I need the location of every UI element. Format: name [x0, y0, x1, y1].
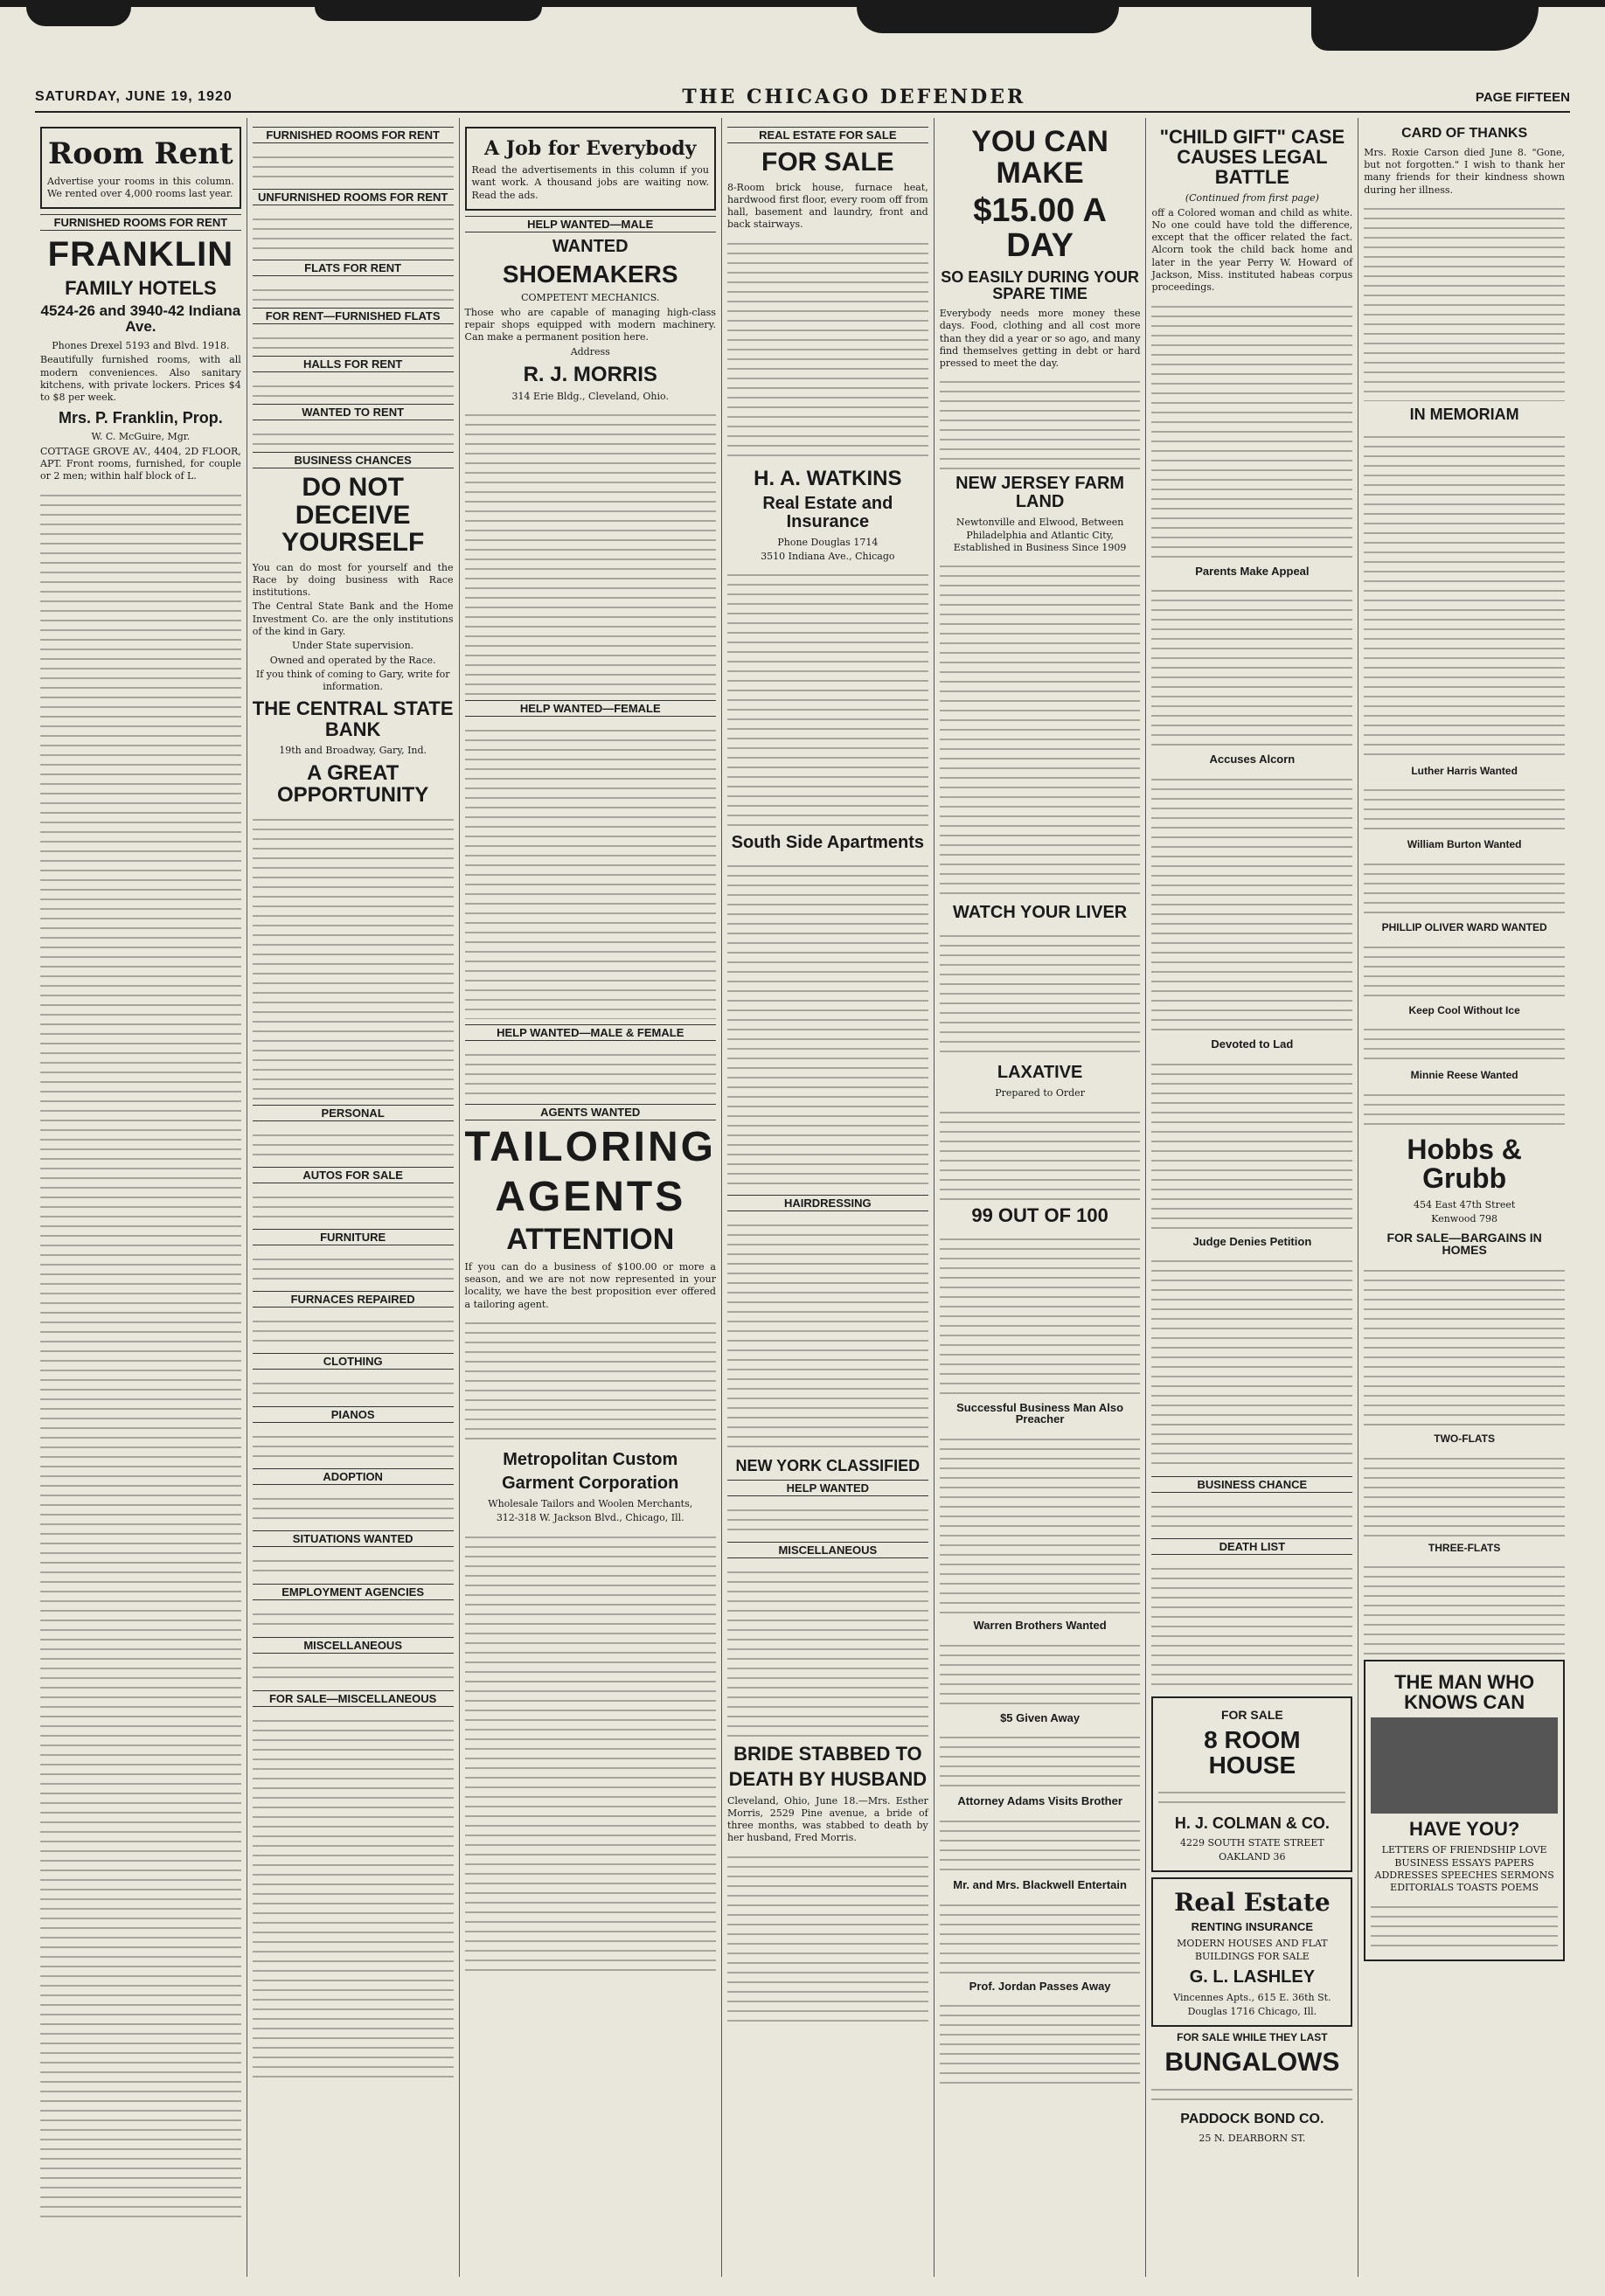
section-heading: WANTED TO RENT — [253, 404, 454, 420]
listing-block — [253, 1428, 454, 1463]
listing-block — [1151, 1498, 1352, 1533]
listing-block — [253, 1375, 454, 1401]
column-room-rent — [35, 118, 247, 2277]
section-heading: HELP WANTED—FEMALE — [465, 700, 716, 717]
article-block — [1151, 771, 1352, 1033]
article-subhead: William Burton Wanted — [1407, 838, 1522, 851]
child-gift-text: off a Colored woman and child as white. No one could have told the difference, except that the officer related the fact. Alcorn took the child back home and later in the year Perry W. Howard of Jackson, Miss. instituted habeas corpus proceedings. — [1151, 206, 1353, 294]
listing-block — [1151, 2081, 1352, 2107]
section-heading: ADOPTION — [253, 1468, 454, 1485]
hotel-name: FRANKLIN — [47, 235, 234, 274]
article-subhead: Prof. Jordan Passes Away — [969, 1979, 1111, 1993]
section-heading: DEATH LIST — [1151, 1538, 1352, 1555]
farm-land-headline: NEW JERSEY FARM LAND — [955, 474, 1125, 512]
article-subhead: $5 Given Away — [1000, 1710, 1080, 1724]
tailoring-headline: TAILORING — [464, 1124, 716, 1171]
eight-room-house: 8 ROOM HOUSE — [1204, 1725, 1301, 1779]
column-notices — [1358, 118, 1570, 2277]
section-heading: FOR RENT—FURNISHED FLATS — [253, 308, 454, 324]
liver-headline: WATCH YOUR LIVER — [952, 903, 1128, 923]
columns — [35, 118, 1570, 2277]
jobs-box — [465, 127, 716, 211]
colman-address: 4229 SOUTH STATE STREET — [1179, 1836, 1324, 1849]
apartments-headline: South Side Apartments — [731, 833, 925, 853]
shoemakers-sub: COMPETENT MECHANICS. — [521, 292, 660, 304]
make-money-headline: YOU CAN MAKE — [971, 125, 1108, 190]
article-block — [940, 927, 1141, 1058]
article-block — [940, 373, 1141, 469]
listing-block — [727, 566, 928, 829]
column-rentals — [247, 118, 459, 2277]
article-block — [1151, 582, 1352, 748]
section-heading: REAL ESTATE FOR SALE — [727, 127, 928, 143]
listing-block — [253, 1490, 454, 1525]
for-sale-label: FOR SALE — [1220, 1708, 1283, 1723]
section-heading: FLATS FOR RENT — [253, 260, 454, 276]
farm-land-sub: Newtonville and Elwood, Between Philadelphia and Atlantic City, Established in Business Since 1909 — [953, 517, 1127, 554]
section-heading: AGENTS WANTED — [465, 1104, 716, 1120]
listing-block — [727, 1564, 928, 1738]
hotel-prop: Mrs. P. Franklin, Prop. — [59, 408, 223, 427]
listing-block — [253, 1189, 454, 1224]
colman-phone: OAKLAND 36 — [1219, 1850, 1286, 1862]
section-heading: HALLS FOR RENT — [253, 356, 454, 372]
lashley-address: Vincennes Apts., 615 E. 36th St. — [1173, 1991, 1331, 2003]
article-subhead: Minnie Reese Wanted — [1410, 1069, 1518, 1082]
article-block — [940, 1637, 1141, 1707]
listing-block — [253, 1659, 454, 1685]
ink-stain — [26, 7, 131, 26]
listing-block — [1158, 1784, 1345, 1810]
in-memoriam-headline: IN MEMORIAM — [1409, 405, 1519, 423]
article-block — [1364, 428, 1565, 760]
firm-address: 314 Erie Bldg., Cleveland, Ohio. — [511, 391, 669, 403]
lashley-phone: Douglas 1716 Chicago, Ill. — [1187, 2006, 1317, 2018]
for-sale-headline: FOR SALE — [761, 148, 894, 177]
card-of-thanks-headline: CARD OF THANKS — [1401, 126, 1528, 141]
metro-address: 312-318 W. Jackson Blvd., Chicago, Ill. — [496, 1512, 684, 1524]
section-heading: BUSINESS CHANCE — [1151, 1476, 1352, 1493]
bride-headline-1: BRIDE STABBED TO — [733, 1743, 922, 1765]
paper-title: THE CHICAGO DEFENDER — [682, 86, 1026, 108]
continued-note: (Continued from first page) — [1185, 192, 1319, 205]
listing-block — [465, 1529, 716, 1974]
hotel-text: Beautifully furnished rooms, with all modern conveniences. Also sanitary kitchens, with private lockers. Prices $4 to $8 per week. — [40, 354, 241, 404]
article-subhead: PHILLIP OLIVER WARD WANTED — [1381, 921, 1547, 934]
agent-business: Real Estate and Insurance — [762, 493, 893, 531]
section-heading: PIANOS — [253, 1406, 454, 1423]
section-heading: MISCELLANEOUS — [727, 1542, 928, 1558]
section-heading: FURNISHED ROOMS FOR RENT — [253, 127, 454, 143]
agent-address: 3510 Indiana Ave., Chicago — [761, 551, 895, 563]
torn-top-edge — [0, 0, 1605, 7]
masthead — [35, 83, 1570, 113]
section-heading: HELP WANTED—MALE & FEMALE — [465, 1024, 716, 1041]
article-block — [1364, 781, 1565, 834]
bank-text: Under State supervision. — [292, 640, 414, 652]
real-estate-title: Real Estate — [1174, 1888, 1331, 1918]
listing-block — [1364, 1262, 1565, 1428]
bank-text: The Central State Bank and the Home Investment Co. are the only institutions of the kind in Gary. — [252, 600, 454, 637]
make-money-text: Everybody needs more money these days. Food, clothing and all cost more than they did a year or so ago, and many find themselves getting in debt or hard pressed to meet the day. — [939, 307, 1141, 370]
bank-address: 19th and Broadway, Gary, Ind. — [279, 744, 427, 756]
make-money-amount: $15.00 A DAY — [973, 192, 1108, 265]
article-subhead: Attorney Adams Visits Brother — [957, 1794, 1122, 1808]
listing-block — [465, 722, 716, 1019]
bank-name: THE CENTRAL STATE BANK — [252, 697, 454, 740]
listing-block — [253, 811, 454, 1099]
listing-block — [253, 281, 454, 302]
address-label: Address — [570, 345, 610, 357]
for-sale-box — [1151, 1696, 1352, 1872]
hotel-sub: FAMILY HOTELS — [65, 277, 217, 300]
out-of-headline: 99 OUT OF 100 — [971, 1203, 1108, 1226]
article-block — [940, 1431, 1141, 1614]
new-york-headline: NEW YORK CLASSIFIED — [735, 1457, 921, 1475]
issue-date: SATURDAY, JUNE 19, 1920 — [35, 89, 233, 104]
paddock-address: 25 N. DEARBORN ST. — [1199, 2133, 1306, 2145]
article-block — [940, 558, 1141, 898]
article-block — [1364, 856, 1565, 917]
section-heading: BUSINESS CHANCES — [253, 452, 454, 468]
article-subhead: Successful Business Man Also Preacher — [956, 1400, 1124, 1426]
real-estate-box — [1151, 1877, 1352, 2027]
for-sale-text: 8-Room brick house, furnace heat, hardwood first floor, every room off from hall, basement and laundry, front and back stairways. — [726, 181, 928, 231]
bank-text: You can do most for yourself and the Race by doing business with Race institutions. — [252, 561, 454, 599]
make-money-sub: SO EASILY DURING YOUR SPARE TIME — [941, 268, 1139, 303]
listing-block — [727, 857, 928, 1190]
section-heading: CLOTHING — [253, 1353, 454, 1370]
article-subhead: Keep Cool Without Ice — [1408, 1003, 1520, 1016]
bungalows-headline: BUNGALOWS — [1164, 2047, 1340, 2077]
page-label: PAGE FIFTEEN — [1475, 89, 1570, 105]
column-help-wanted — [459, 118, 721, 2277]
hobbs-grubb-name: Hobbs & Grubb — [1407, 1133, 1522, 1195]
column-real-estate — [721, 118, 934, 2277]
shoemakers-headline: SHOEMAKERS — [502, 260, 678, 288]
ink-stain — [1311, 7, 1539, 51]
bank-text: If you think of coming to Gary, write for information. — [255, 668, 450, 693]
listing-block — [253, 211, 454, 254]
room-rent-box — [40, 127, 241, 209]
hobbs-grubb-address: 454 East 47th Street — [1413, 1199, 1516, 1211]
attention-headline: ATTENTION — [506, 1223, 675, 1257]
article-block — [727, 1849, 928, 2023]
article-block — [940, 1897, 1141, 1975]
child-gift-headline: "CHILD GIFT" CASE CAUSES LEGAL BATTLE — [1159, 126, 1345, 189]
listing-block — [253, 1606, 454, 1632]
man-who-knows-headline: THE MAN WHO KNOWS CAN — [1394, 1671, 1535, 1714]
portrait-image — [1371, 1717, 1558, 1814]
listing-block — [1371, 1898, 1558, 1951]
have-you-headline: HAVE YOU? — [1408, 1818, 1520, 1841]
metro-name-2: Garment Corporation — [502, 1474, 679, 1493]
ink-stain — [857, 7, 1119, 33]
man-who-knows-box — [1364, 1660, 1565, 1960]
listing-block — [253, 149, 454, 184]
section-heading: UNFURNISHED ROOMS FOR RENT — [253, 189, 454, 205]
bank-text: Owned and operated by the Race. — [269, 654, 436, 666]
article-block — [1151, 298, 1352, 560]
three-flats-label: THREE-FLATS — [1428, 1541, 1501, 1554]
section-heading: HAIRDRESSING — [727, 1195, 928, 1211]
listing-block — [465, 1314, 716, 1446]
real-estate-text: MODERN HOUSES AND FLAT BUILDINGS FOR SALE — [1177, 1938, 1328, 1962]
listing: COTTAGE GROVE AV., 4404, 2D FLOOR, APT. Front rooms, furnished, for couple or 2 men; within half block of L. — [40, 445, 241, 482]
bride-headline-2: DEATH BY HUSBAND — [728, 1768, 928, 1791]
listing-block — [727, 1502, 928, 1536]
article-block — [940, 1729, 1141, 1790]
ink-stain — [315, 7, 542, 21]
listing-block — [1364, 1450, 1565, 1537]
article-block — [940, 1104, 1141, 1200]
laxative-headline: LAXATIVE — [997, 1063, 1083, 1083]
listing-block — [253, 1127, 454, 1162]
writing-services-list: LETTERS OF FRIENDSHIP LOVE BUSINESS ESSAYS PAPERS ADDRESSES SPEECHES SERMONS EDITORIALS TOASTS POEMS — [1374, 1844, 1554, 1894]
colman-name: H. J. COLMAN & CO. — [1174, 1814, 1330, 1832]
listing-block — [727, 1217, 928, 1453]
listing-block — [253, 1251, 454, 1286]
tailoring-text: If you can do a business of $100.00 or more a season, and we are not now represented in your locality, we have the best proposition ever offered a tailoring agent. — [464, 1260, 716, 1310]
hotel-phone: Phones Drexel 5193 and Blvd. 1918. — [52, 340, 230, 352]
real-estate-sub: RENTING INSURANCE — [1191, 1919, 1314, 1933]
agents-headline: AGENTS — [495, 1173, 686, 1220]
section-heading: HELP WANTED—MALE — [465, 216, 716, 232]
section-heading: FURNACES REPAIRED — [253, 1291, 454, 1308]
column-child-gift — [1145, 118, 1358, 2277]
section-heading: SITUATIONS WANTED — [253, 1530, 454, 1547]
article-subhead: Devoted to Lad — [1211, 1037, 1294, 1051]
article-block — [940, 1813, 1141, 1874]
section-heading: FURNISHED ROOMS FOR RENT — [40, 214, 241, 231]
agent-phone: Phone Douglas 1714 — [777, 536, 879, 548]
article-subhead: Judge Denies Petition — [1192, 1234, 1312, 1248]
article-block — [940, 1231, 1141, 1397]
paddock-name: PADDOCK BOND CO. — [1180, 2112, 1324, 2127]
lashley-name: G. L. LASHLEY — [1189, 1967, 1316, 1987]
jobs-title: A Job for Everybody — [484, 137, 697, 160]
card-of-thanks-text: Mrs. Roxie Carson died June 8. "Gone, but not forgotten." I wish to thank her many friends for their kindness shown during her illness. — [1364, 146, 1566, 196]
room-rent-intro: Advertise your rooms in this column. We rented over 4,000 rooms last year. — [47, 175, 234, 199]
section-heading: FURNITURE — [253, 1229, 454, 1245]
hotel-mgr: W. C. McGuire, Mgr. — [91, 431, 191, 443]
section-heading: PERSONAL — [253, 1105, 454, 1121]
hotel-address: 4524-26 and 3940-42 Indiana Ave. — [40, 302, 241, 336]
wanted-label: WANTED — [552, 236, 629, 256]
bungalow-sub: FOR SALE WHILE THEY LAST — [1177, 2031, 1328, 2044]
listing-block — [465, 406, 716, 695]
article-subhead: Mr. and Mrs. Blackwell Entertain — [953, 1877, 1127, 1891]
listing-block — [253, 329, 454, 350]
listing-block — [253, 1712, 454, 2079]
metro-sub: Wholesale Tailors and Woolen Merchants, — [488, 1498, 693, 1509]
metro-name-1: Metropolitan Custom — [503, 1450, 678, 1469]
article-block — [1364, 1086, 1565, 1130]
jobs-text: Read the advertisements in this column if you want work. A thousand jobs are waiting now. Read the ads. — [471, 164, 709, 201]
article-block — [940, 1997, 1141, 2084]
article-subhead: Luther Harris Wanted — [1411, 764, 1518, 777]
listing-block — [727, 235, 928, 462]
section-heading: FOR SALE—MISCELLANEOUS — [253, 1690, 454, 1707]
listing-block — [253, 1313, 454, 1348]
agent-name: H. A. WATKINS — [754, 466, 902, 490]
listing-block — [253, 1552, 454, 1578]
column-ads — [934, 118, 1146, 2277]
listing-block — [253, 378, 454, 399]
firm-name: R. J. MORRIS — [523, 362, 657, 386]
article-block — [1364, 200, 1565, 401]
section-heading: HELP WANTED — [727, 1480, 928, 1496]
laxative-sub: Prepared to Order — [995, 1087, 1085, 1099]
article-block — [1364, 939, 1565, 1000]
classified-listings-block — [40, 487, 241, 2217]
room-rent-title: Room Rent — [48, 136, 233, 171]
two-flats-label: TWO-FLATS — [1434, 1432, 1496, 1445]
article-block — [1151, 1252, 1352, 1471]
listing-block — [253, 426, 454, 447]
section-heading: EMPLOYMENT AGENCIES — [253, 1584, 454, 1600]
article-block — [1364, 1021, 1565, 1065]
article-subhead: Warren Brothers Wanted — [973, 1618, 1107, 1632]
listing-block — [465, 1046, 716, 1099]
death-list-block — [1151, 1560, 1352, 1691]
bride-text: Cleveland, Ohio, June 18.—Mrs. Esther Morris, 2529 Pine avenue, a bride of three months, was stabbed to death by her husband, Fred Morris. — [726, 1794, 928, 1844]
article-block — [1151, 1056, 1352, 1231]
article-subhead: Parents Make Appeal — [1195, 564, 1310, 578]
article-subhead: Accuses Alcorn — [1209, 753, 1296, 766]
hobbs-grubb-phone: Kenwood 798 — [1431, 1213, 1497, 1225]
hobbs-grubb-sale: FOR SALE—BARGAINS IN HOMES — [1386, 1230, 1542, 1258]
bank-headline: DO NOT DECEIVE YOURSELF — [281, 473, 425, 557]
listing-block — [1364, 1558, 1565, 1654]
section-heading: AUTOS FOR SALE — [253, 1167, 454, 1183]
opportunity-headline: A GREAT OPPORTUNITY — [276, 760, 429, 808]
shoemakers-text: Those who are capable of managing high-class repair shops equipped with modern machinery. Can make a permanent position here. — [464, 306, 716, 343]
section-heading: MISCELLANEOUS — [253, 1637, 454, 1654]
